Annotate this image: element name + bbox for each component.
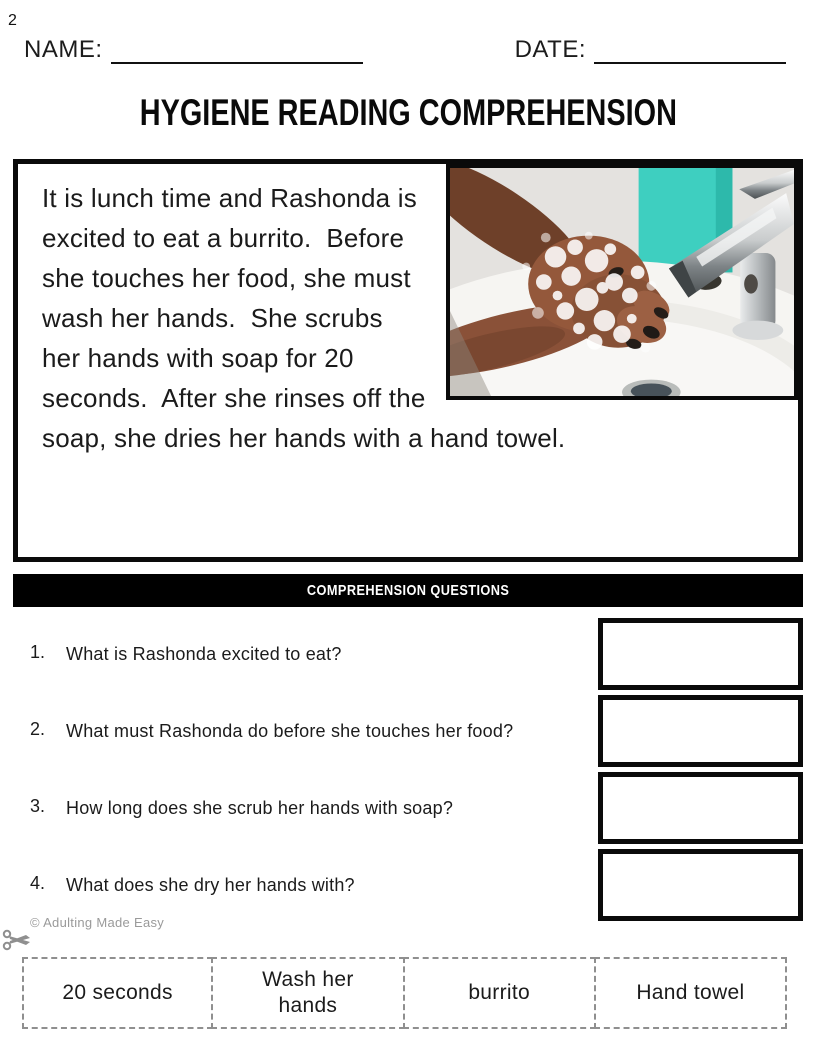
question-text: How long does she scrub her hands with soap? <box>66 798 454 818</box>
question-row-4 <box>13 849 598 921</box>
question-row-3 <box>13 772 598 844</box>
date-input-line[interactable] <box>594 40 786 64</box>
answer-box-1[interactable] <box>598 618 803 690</box>
date-label: DATE: <box>514 36 586 63</box>
comprehension-questions-header <box>13 574 803 607</box>
title-row <box>0 92 816 134</box>
question-text: What is Rashonda excited to eat? <box>66 644 342 664</box>
answer-box-3[interactable] <box>598 772 803 844</box>
page-title: HYGIENE READING COMPREHENSION <box>139 92 677 133</box>
reading-passage-box <box>13 159 803 562</box>
question-number: 4. <box>30 873 46 893</box>
handwashing-photo <box>446 164 798 400</box>
questions-list <box>13 618 803 921</box>
answer-box-2[interactable] <box>598 695 803 767</box>
question-text: What must Rashonda do before she touches her food? <box>66 721 514 741</box>
answer-choice-wash-her-hands[interactable] <box>211 957 404 1029</box>
answer-choice-20-seconds[interactable] <box>22 957 213 1029</box>
answer-bank <box>22 957 787 1029</box>
answer-choice-burrito[interactable] <box>403 957 596 1029</box>
question-number: 1. <box>30 642 46 662</box>
question-number: 2. <box>30 719 46 739</box>
answer-choice-label: 20 seconds <box>62 981 173 1004</box>
answer-choice-label: Wash her hands <box>262 968 354 1017</box>
question-row-2 <box>13 695 598 767</box>
name-input-line[interactable] <box>111 40 363 64</box>
footer-area <box>0 915 816 955</box>
passage-text: It is lunch time and Rashonda is excited to eat a burrito. Before she touches her food, she must wash her hands. She scrubs her hands with soap for 20 seconds. After she rinses off the soap, she dries her hands with a hand towel. <box>42 183 566 453</box>
copyright-text: © Adulting Made Easy <box>30 915 165 930</box>
page-number: 2 <box>8 12 17 29</box>
answer-choice-label: Hand towel <box>636 981 745 1004</box>
date-field <box>515 36 786 64</box>
scissors-icon <box>2 927 32 953</box>
answer-choice-hand-towel[interactable] <box>594 957 787 1029</box>
question-number: 3. <box>30 796 46 816</box>
section-header-text: COMPREHENSION QUESTIONS <box>306 582 510 599</box>
answer-box-4[interactable] <box>598 849 803 921</box>
question-text: What does she dry her hands with? <box>66 875 355 895</box>
answer-choice-label: burrito <box>468 981 530 1004</box>
name-label: NAME: <box>24 36 103 63</box>
handwashing-photo-art <box>450 168 794 396</box>
question-row-1 <box>13 618 598 690</box>
name-date-row <box>24 36 786 64</box>
name-field <box>24 36 363 64</box>
